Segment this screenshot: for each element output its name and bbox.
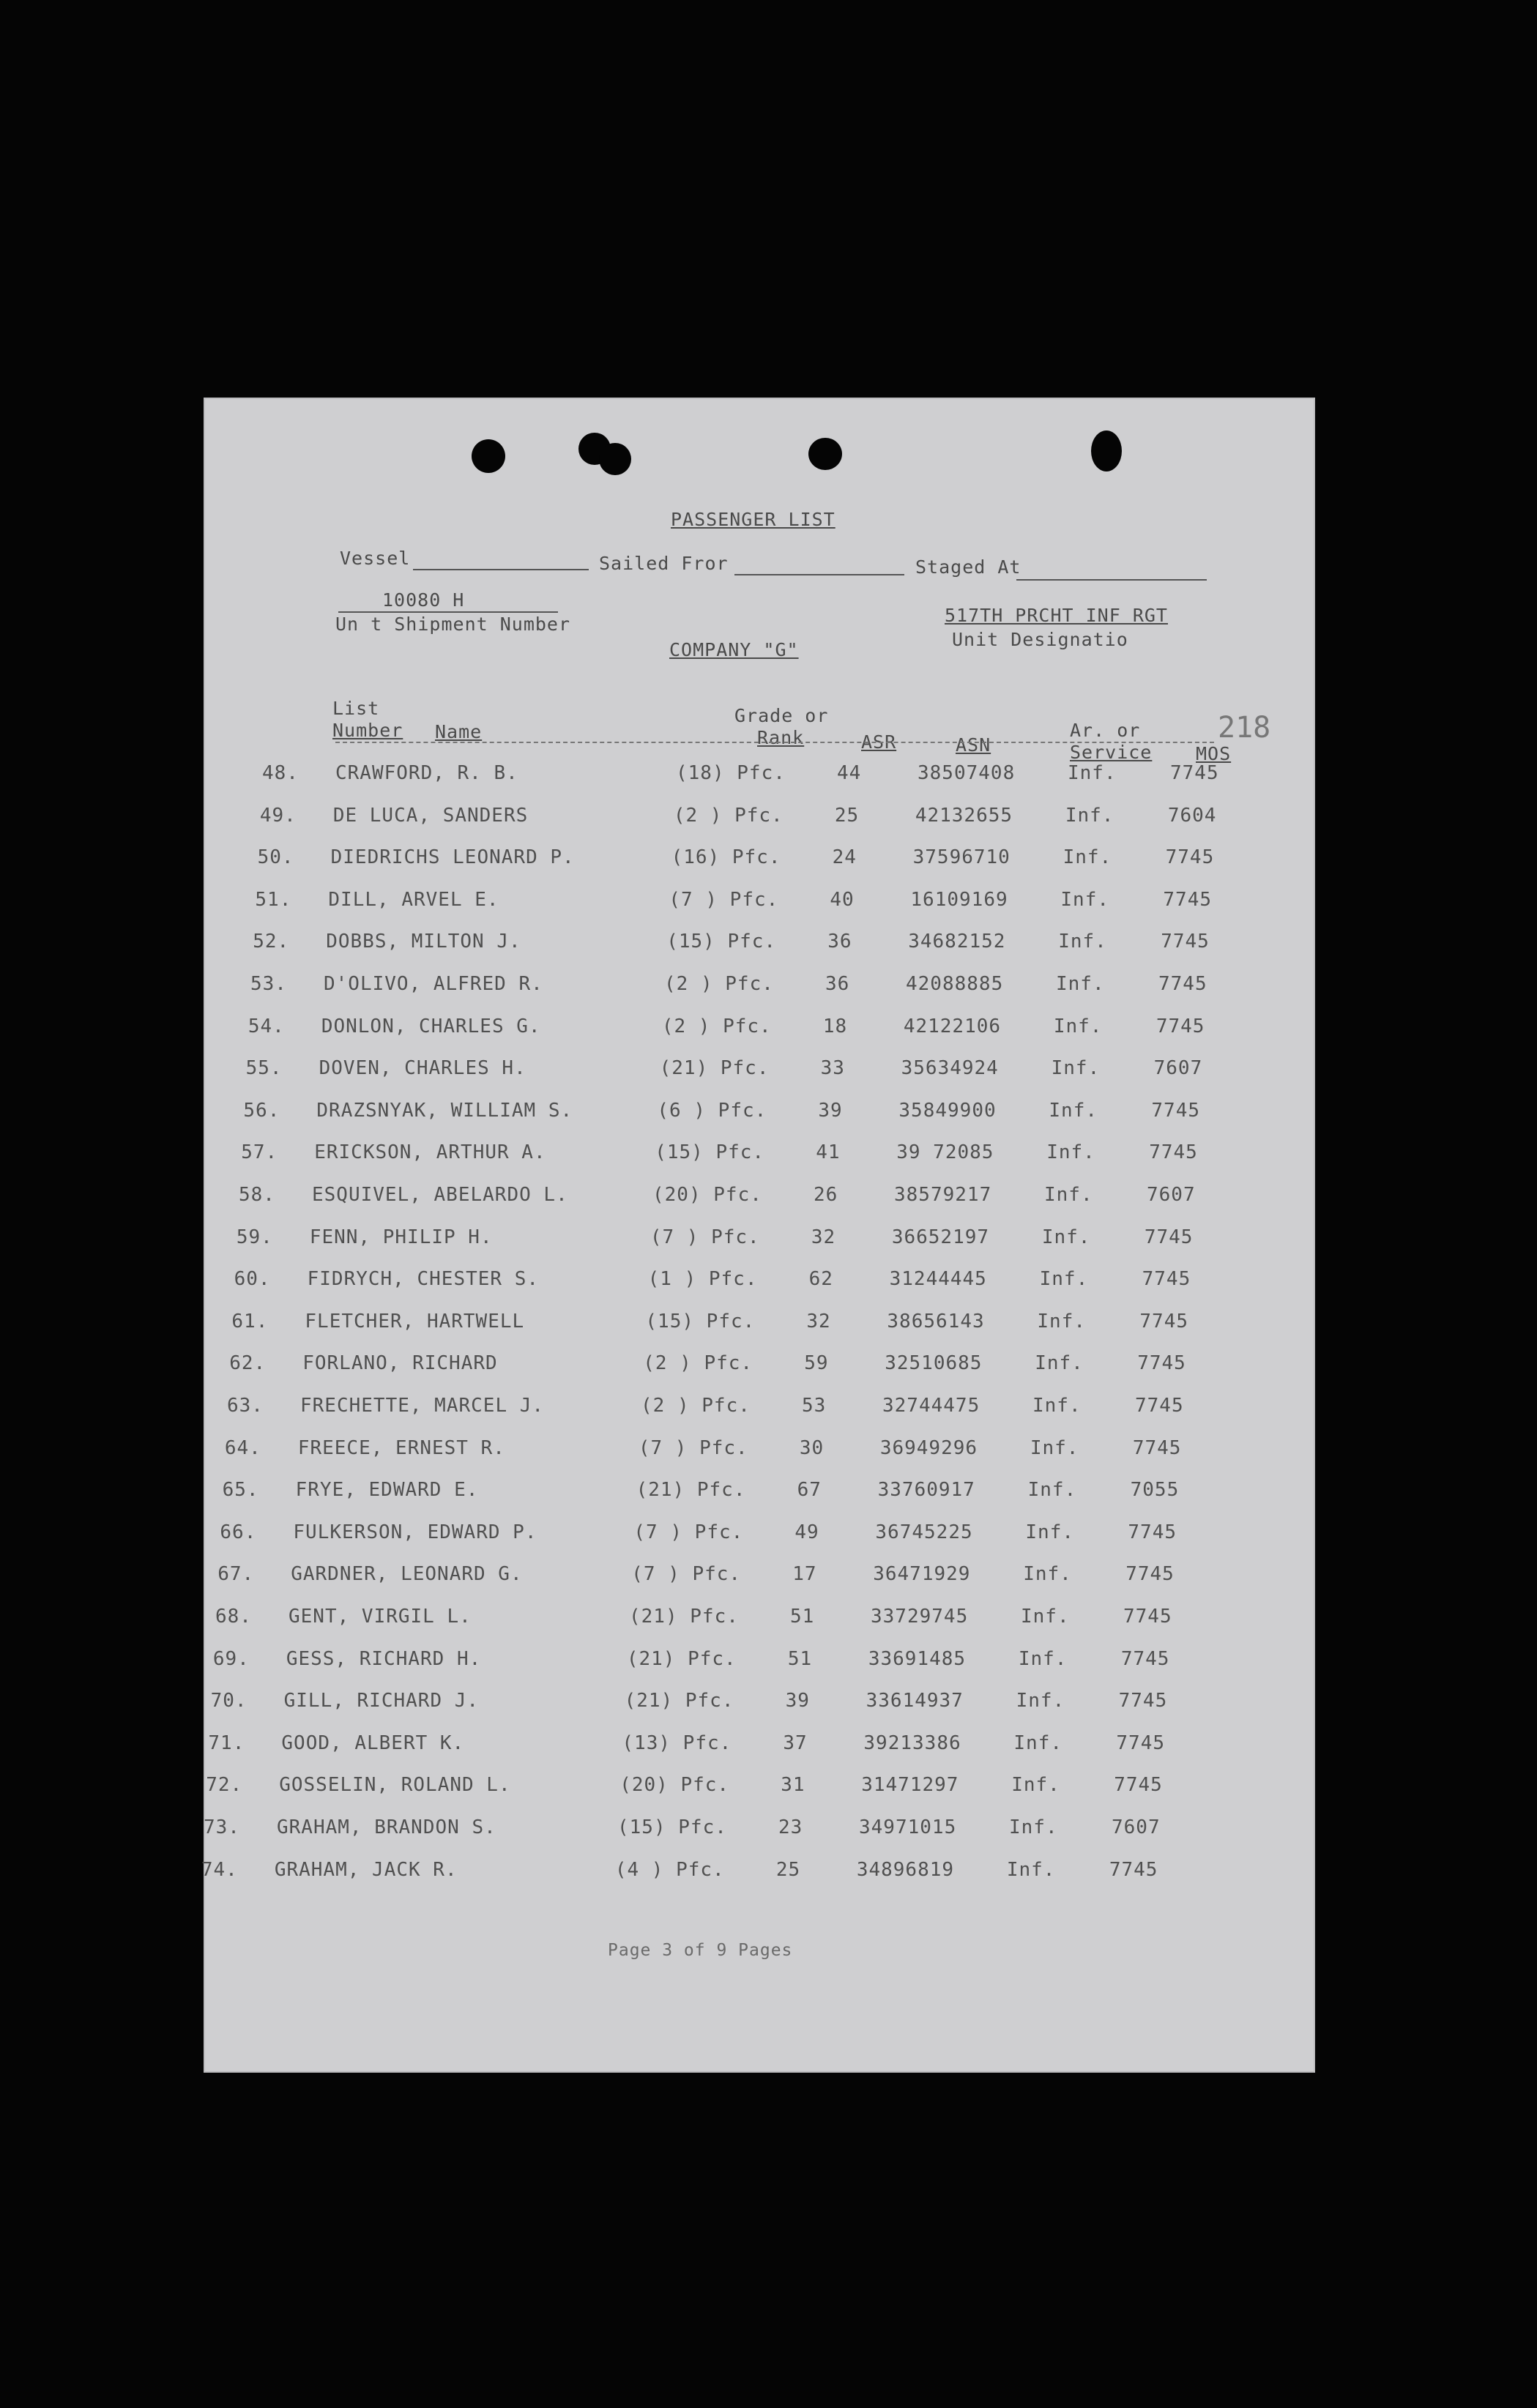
grade-rank: (21) Pfc. bbox=[629, 1606, 739, 1628]
asr-value: 25 bbox=[775, 1858, 801, 1881]
asn-value: 34971015 bbox=[859, 1816, 957, 1838]
list-number: 60. bbox=[234, 1268, 271, 1291]
table-row bbox=[190, 1015, 1301, 1056]
vessel-line bbox=[413, 569, 589, 570]
arm-service: Inf. bbox=[1006, 1858, 1056, 1881]
mos-code: 7604 bbox=[1167, 804, 1217, 827]
passenger-name: GRAHAM, JACK R. bbox=[274, 1858, 458, 1881]
grade-rank: (21) Pfc. bbox=[624, 1690, 734, 1712]
arm-service: Inf. bbox=[1023, 1563, 1072, 1586]
list-number: 49. bbox=[259, 804, 297, 827]
table-row bbox=[157, 1606, 1268, 1647]
table-row bbox=[204, 762, 1315, 803]
list-number: 61. bbox=[231, 1310, 269, 1332]
list-number: 69. bbox=[212, 1647, 250, 1670]
list-number: 51. bbox=[255, 888, 292, 911]
passenger-name: FRECHETTE, MARCEL J. bbox=[300, 1395, 545, 1417]
table-row bbox=[194, 931, 1306, 972]
table-row bbox=[152, 1690, 1264, 1731]
unit-designation-value: 517TH PRCHT INF RGT bbox=[945, 605, 1168, 626]
list-number: 67. bbox=[217, 1563, 255, 1586]
asn-value: 38579217 bbox=[894, 1184, 992, 1206]
table-row bbox=[168, 1395, 1280, 1436]
passenger-name: DRAZSNYAK, WILLIAM S. bbox=[316, 1099, 573, 1122]
arm-service: Inf. bbox=[1041, 1226, 1091, 1248]
asn-value: 33691485 bbox=[868, 1647, 967, 1670]
passenger-name: GENT, VIRGIL L. bbox=[289, 1606, 472, 1628]
list-number: 71. bbox=[208, 1732, 245, 1754]
mos-code: 7055 bbox=[1130, 1479, 1180, 1502]
asr-value: 49 bbox=[794, 1521, 819, 1543]
grade-rank: (15) Pfc. bbox=[655, 1141, 765, 1164]
punch-hole bbox=[808, 438, 842, 470]
asn-value: 32744475 bbox=[882, 1395, 980, 1417]
asr-value: 24 bbox=[832, 846, 857, 869]
asn-value: 34896819 bbox=[856, 1858, 955, 1881]
list-number: 50. bbox=[257, 846, 294, 869]
grade-rank: (21) Pfc. bbox=[659, 1057, 770, 1080]
asn-value: 39213386 bbox=[863, 1732, 961, 1754]
list-number: 59. bbox=[236, 1226, 273, 1248]
asn-value: 37596710 bbox=[912, 846, 1011, 869]
arm-service: Inf. bbox=[1044, 1184, 1093, 1206]
grade-rank: (13) Pfc. bbox=[622, 1732, 732, 1754]
asn-value: 39 72085 bbox=[896, 1141, 994, 1164]
asn-value: 35849900 bbox=[898, 1099, 997, 1122]
mos-code: 7607 bbox=[1112, 1816, 1161, 1838]
mos-code: 7745 bbox=[1170, 762, 1219, 784]
mos-code: 7745 bbox=[1142, 1268, 1191, 1291]
grade-rank: (2 ) Pfc. bbox=[673, 804, 784, 827]
arm-service: Inf. bbox=[1025, 1521, 1075, 1543]
mos-code: 7607 bbox=[1153, 1057, 1203, 1080]
asn-value: 33614937 bbox=[866, 1690, 964, 1712]
table-row bbox=[171, 1352, 1282, 1393]
asr-value: 32 bbox=[811, 1226, 836, 1248]
col-asn: ASN bbox=[956, 734, 991, 756]
grade-rank: (7 ) Pfc. bbox=[669, 888, 779, 911]
punch-hole bbox=[1091, 430, 1122, 471]
asr-value: 30 bbox=[799, 1436, 825, 1459]
grade-rank: (2 ) Pfc. bbox=[661, 1015, 772, 1037]
col-asr: ASR bbox=[861, 731, 897, 753]
mos-code: 7745 bbox=[1165, 846, 1215, 869]
staged-at-line bbox=[1016, 579, 1207, 581]
passenger-name: FLETCHER, HARTWELL bbox=[305, 1310, 525, 1332]
list-number: 65. bbox=[222, 1479, 259, 1502]
list-number: 56. bbox=[243, 1099, 280, 1122]
grade-rank: (2 ) Pfc. bbox=[643, 1352, 753, 1375]
asr-value: 67 bbox=[797, 1479, 822, 1502]
list-number: 63. bbox=[227, 1395, 264, 1417]
vessel-label: Vessel bbox=[340, 548, 411, 569]
grade-rank: (7 ) Pfc. bbox=[633, 1521, 744, 1543]
shipment-number-line bbox=[338, 611, 558, 613]
arm-service: Inf. bbox=[1058, 931, 1107, 953]
asn-value: 31244445 bbox=[889, 1268, 987, 1291]
table-row bbox=[176, 1268, 1287, 1309]
punch-hole bbox=[599, 443, 631, 475]
grade-rank: (20) Pfc. bbox=[619, 1774, 730, 1797]
list-number: 53. bbox=[250, 973, 287, 995]
asn-value: 31471297 bbox=[861, 1774, 959, 1797]
table-row bbox=[199, 846, 1311, 887]
arm-service: Inf. bbox=[1065, 804, 1114, 827]
asn-value: 36745225 bbox=[875, 1521, 973, 1543]
list-number: 58. bbox=[239, 1184, 275, 1206]
passenger-name: FIDRYCH, CHESTER S. bbox=[307, 1268, 540, 1291]
passenger-name: ERICKSON, ARTHUR A. bbox=[314, 1141, 546, 1164]
passenger-name: DOBBS, MILTON J. bbox=[326, 931, 521, 953]
list-number: 55. bbox=[245, 1057, 283, 1080]
arm-service: Inf. bbox=[1009, 1816, 1058, 1838]
asn-value: 38656143 bbox=[887, 1310, 985, 1332]
asr-value: 17 bbox=[792, 1563, 817, 1586]
mos-code: 7745 bbox=[1128, 1521, 1177, 1543]
grade-rank: (1 ) Pfc. bbox=[647, 1268, 758, 1291]
table-row bbox=[187, 1057, 1299, 1098]
mos-code: 7745 bbox=[1123, 1606, 1172, 1628]
arm-service: Inf. bbox=[1016, 1690, 1065, 1712]
asr-value: 36 bbox=[825, 973, 850, 995]
asr-value: 51 bbox=[790, 1606, 815, 1628]
document-page bbox=[201, 398, 1315, 2073]
mos-code: 7745 bbox=[1120, 1647, 1170, 1670]
asr-value: 25 bbox=[834, 804, 860, 827]
sailed-from-line bbox=[734, 574, 904, 575]
asn-value: 34682152 bbox=[908, 931, 1006, 953]
mos-code: 7745 bbox=[1163, 888, 1213, 911]
list-number: 64. bbox=[224, 1436, 261, 1459]
list-number: 68. bbox=[215, 1606, 252, 1628]
arm-service: Inf. bbox=[1039, 1268, 1089, 1291]
grade-rank: (6 ) Pfc. bbox=[657, 1099, 767, 1122]
asr-value: 59 bbox=[804, 1352, 829, 1375]
mos-code: 7745 bbox=[1118, 1690, 1168, 1712]
table-row bbox=[180, 1184, 1292, 1225]
table-row bbox=[159, 1563, 1270, 1604]
asr-value: 23 bbox=[778, 1816, 803, 1838]
asn-value: 36949296 bbox=[879, 1436, 978, 1459]
arm-service: Inf. bbox=[1013, 1732, 1063, 1754]
arm-service: Inf. bbox=[1027, 1479, 1077, 1502]
grade-rank: (20) Pfc. bbox=[652, 1184, 762, 1206]
arm-service: Inf. bbox=[1068, 762, 1117, 784]
mos-code: 7745 bbox=[1139, 1310, 1189, 1332]
asr-value: 32 bbox=[806, 1310, 831, 1332]
list-number: 62. bbox=[229, 1352, 267, 1375]
grade-rank: (21) Pfc. bbox=[626, 1647, 737, 1670]
staged-at-label: Staged At bbox=[915, 556, 1021, 578]
arm-service: Inf. bbox=[1056, 973, 1105, 995]
passenger-name: DONLON, CHARLES G. bbox=[321, 1015, 541, 1037]
table-row bbox=[196, 889, 1308, 930]
passenger-name: DIEDRICHS LEONARD P. bbox=[330, 846, 575, 869]
shipment-number-label: Un t Shipment Number bbox=[335, 614, 571, 635]
grade-rank: (15) Pfc. bbox=[666, 931, 777, 953]
mos-code: 7745 bbox=[1114, 1774, 1163, 1797]
grade-rank: (21) Pfc. bbox=[636, 1479, 746, 1502]
grade-rank: (4 ) Pfc. bbox=[614, 1858, 725, 1881]
list-number: 72. bbox=[206, 1774, 243, 1797]
punch-hole bbox=[472, 439, 505, 473]
grade-rank: (18) Pfc. bbox=[676, 762, 786, 784]
mos-code: 7745 bbox=[1158, 973, 1207, 995]
table-row bbox=[147, 1774, 1259, 1815]
passenger-name: D'OLIVO, ALFRED R. bbox=[324, 973, 543, 995]
mos-code: 7607 bbox=[1147, 1184, 1196, 1206]
asr-value: 37 bbox=[783, 1732, 808, 1754]
asr-value: 36 bbox=[827, 931, 852, 953]
grade-rank: (7 ) Pfc. bbox=[650, 1226, 760, 1248]
passenger-name: GRAHAM, BRANDON S. bbox=[277, 1816, 496, 1838]
asr-value: 62 bbox=[808, 1268, 833, 1291]
table-row bbox=[164, 1479, 1276, 1520]
asn-value: 35634924 bbox=[901, 1057, 999, 1080]
col-grade: Rank bbox=[757, 727, 805, 748]
asr-value: 18 bbox=[822, 1015, 848, 1037]
table-row bbox=[143, 1859, 1254, 1900]
asn-value: 32510685 bbox=[885, 1352, 983, 1375]
mos-code: 7745 bbox=[1149, 1141, 1198, 1164]
passenger-name: GOOD, ALBERT K. bbox=[281, 1732, 465, 1754]
mos-code: 7745 bbox=[1144, 1226, 1194, 1248]
page-footer: Page 3 of 9 Pages bbox=[608, 1941, 793, 1960]
document-title: PASSENGER LIST bbox=[671, 509, 836, 530]
unit-designation-label: Unit Designatio bbox=[952, 629, 1128, 650]
arm-service: Inf. bbox=[1011, 1774, 1060, 1797]
passenger-name: DILL, ARVEL E. bbox=[328, 888, 499, 911]
col-name: Name bbox=[435, 721, 483, 742]
arm-service: Inf. bbox=[1060, 888, 1110, 911]
grade-rank: (15) Pfc. bbox=[645, 1310, 756, 1332]
asr-value: 41 bbox=[816, 1141, 841, 1164]
passenger-name: GOSSELIN, ROLAND L. bbox=[279, 1774, 511, 1797]
table-row bbox=[145, 1816, 1257, 1857]
grade-rank: (2 ) Pfc. bbox=[641, 1395, 751, 1417]
list-number: 52. bbox=[253, 931, 290, 953]
sailed-from-label: Sailed Fror bbox=[599, 553, 729, 574]
table-row bbox=[185, 1100, 1296, 1141]
asn-value: 42088885 bbox=[906, 973, 1004, 995]
asn-value: 33760917 bbox=[877, 1479, 975, 1502]
asr-value: 40 bbox=[830, 888, 855, 911]
asn-value: 33729745 bbox=[871, 1606, 969, 1628]
header-rule bbox=[335, 742, 1214, 743]
arm-service: Inf. bbox=[1032, 1395, 1082, 1417]
asr-value: 33 bbox=[820, 1057, 845, 1080]
table-row bbox=[149, 1732, 1261, 1773]
col-list-number: Number bbox=[332, 720, 403, 741]
asr-value: 39 bbox=[818, 1099, 843, 1122]
asn-value: 36471929 bbox=[873, 1563, 971, 1586]
passenger-name: DE LUCA, SANDERS bbox=[332, 804, 529, 827]
asr-value: 51 bbox=[787, 1647, 813, 1670]
passenger-name: ESQUIVEL, ABELARDO L. bbox=[312, 1184, 568, 1206]
asn-value: 38507408 bbox=[918, 762, 1016, 784]
table-row bbox=[161, 1521, 1273, 1562]
mos-code: 7745 bbox=[1132, 1436, 1182, 1459]
passenger-name: FENN, PHILIP H. bbox=[309, 1226, 493, 1248]
asr-value: 39 bbox=[785, 1690, 810, 1712]
arm-service: Inf. bbox=[1062, 846, 1112, 869]
mos-code: 7745 bbox=[1125, 1563, 1175, 1586]
mos-code: 7745 bbox=[1109, 1858, 1158, 1881]
col-list-top: List bbox=[332, 698, 380, 719]
asr-value: 44 bbox=[837, 762, 862, 784]
asn-value: 36652197 bbox=[891, 1226, 990, 1248]
passenger-name: FREECE, ERNEST R. bbox=[297, 1436, 505, 1459]
arm-service: Inf. bbox=[1037, 1310, 1087, 1332]
page-stamp: 218 bbox=[1218, 711, 1271, 745]
passenger-name: FULKERSON, EDWARD P. bbox=[293, 1521, 537, 1543]
passenger-name: FRYE, EDWARD E. bbox=[295, 1479, 479, 1502]
table-row bbox=[155, 1648, 1266, 1689]
table-row bbox=[166, 1437, 1278, 1478]
mos-code: 7745 bbox=[1161, 931, 1210, 953]
grade-rank: (7 ) Pfc. bbox=[638, 1436, 748, 1459]
shipment-number-value: 10080 H bbox=[382, 589, 465, 611]
arm-service: Inf. bbox=[1051, 1057, 1101, 1080]
grade-rank: (7 ) Pfc. bbox=[631, 1563, 742, 1586]
asr-value: 31 bbox=[781, 1774, 805, 1797]
mos-code: 7745 bbox=[1116, 1732, 1166, 1754]
arm-service: Inf. bbox=[1021, 1606, 1070, 1628]
asr-value: 26 bbox=[814, 1184, 838, 1206]
passenger-name: GARDNER, LEONARD G. bbox=[291, 1563, 523, 1586]
list-number: 66. bbox=[220, 1521, 257, 1543]
list-number: 54. bbox=[248, 1015, 285, 1037]
list-number: 73. bbox=[204, 1816, 240, 1838]
grade-rank: (16) Pfc. bbox=[671, 846, 781, 869]
table-row bbox=[173, 1311, 1284, 1352]
asn-value: 42122106 bbox=[903, 1015, 1002, 1037]
col-arm-top: Ar. or bbox=[1070, 720, 1141, 741]
passenger-name: FORLANO, RICHARD bbox=[302, 1352, 498, 1375]
asn-value: 16109169 bbox=[910, 888, 1008, 911]
passenger-name: GILL, RICHARD J. bbox=[283, 1690, 480, 1712]
list-number: 70. bbox=[210, 1690, 248, 1712]
grade-rank: (2 ) Pfc. bbox=[664, 973, 774, 995]
list-number: 48. bbox=[262, 762, 299, 784]
table-row bbox=[182, 1141, 1294, 1182]
col-grade-top: Grade or bbox=[734, 705, 829, 726]
arm-service: Inf. bbox=[1053, 1015, 1103, 1037]
mos-code: 7745 bbox=[1135, 1395, 1184, 1417]
list-number: 57. bbox=[241, 1141, 278, 1164]
arm-service: Inf. bbox=[1018, 1647, 1068, 1670]
arm-service: Inf. bbox=[1046, 1141, 1095, 1164]
passenger-name: CRAWFORD, R. B. bbox=[335, 762, 518, 784]
arm-service: Inf. bbox=[1049, 1099, 1098, 1122]
table-row bbox=[192, 973, 1303, 1014]
list-number: 74. bbox=[201, 1858, 238, 1881]
asn-value: 42132655 bbox=[915, 804, 1013, 827]
table-row bbox=[178, 1226, 1289, 1267]
mos-code: 7745 bbox=[1137, 1352, 1186, 1375]
mos-code: 7745 bbox=[1151, 1099, 1201, 1122]
mos-code: 7745 bbox=[1155, 1015, 1205, 1037]
col-arm: Service bbox=[1070, 742, 1153, 763]
passenger-name: DOVEN, CHARLES H. bbox=[319, 1057, 526, 1080]
asr-value: 53 bbox=[802, 1395, 827, 1417]
passenger-name: GESS, RICHARD H. bbox=[286, 1647, 482, 1670]
company-label: COMPANY "G" bbox=[669, 639, 799, 660]
arm-service: Inf. bbox=[1035, 1352, 1084, 1375]
col-mos: MOS bbox=[1196, 743, 1232, 764]
arm-service: Inf. bbox=[1030, 1436, 1079, 1459]
table-row bbox=[201, 805, 1313, 846]
grade-rank: (15) Pfc. bbox=[617, 1816, 727, 1838]
